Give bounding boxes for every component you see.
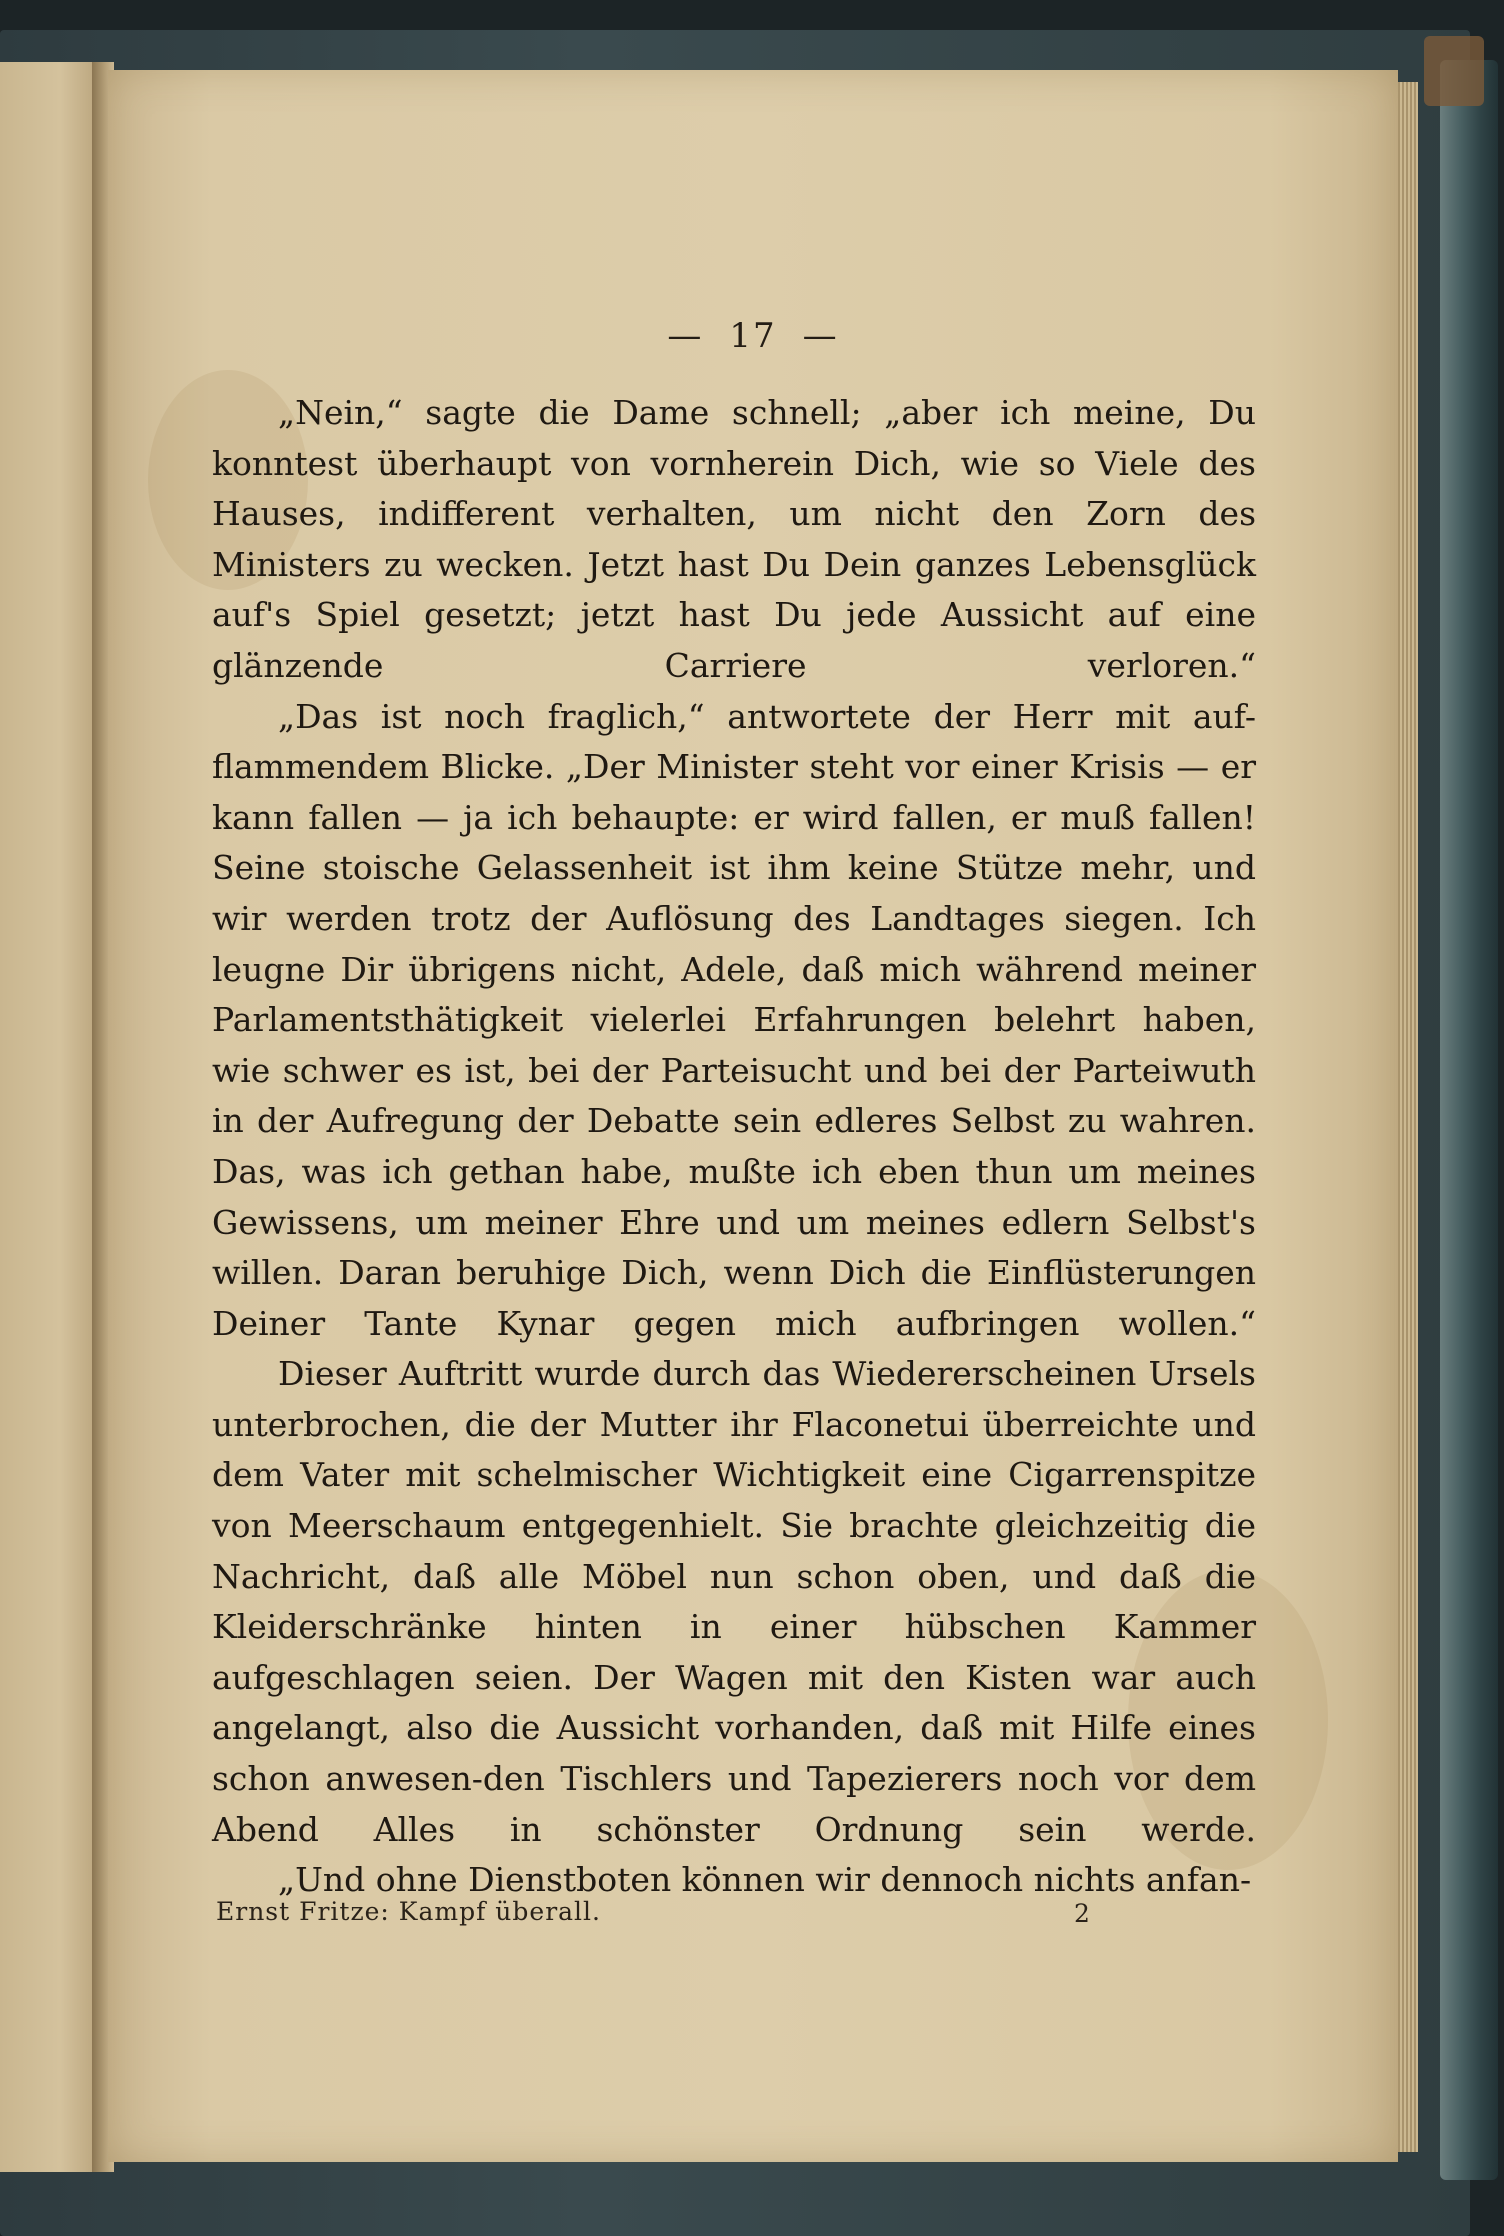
page-edge-stack — [1396, 82, 1418, 2152]
cover-edge — [1440, 60, 1498, 2180]
book-page — [108, 70, 1398, 2162]
paragraph: „Und ohne Dienstboten können wir dennoch nichts anfan- — [278, 1860, 1252, 1900]
header-dash: — — [802, 316, 839, 356]
cover-corner-wear — [1424, 36, 1484, 106]
page-number: 17 — [729, 316, 777, 356]
paragraph: Dieser Auftritt wurde durch das Wiedererscheinen Ursels unterbrochen, die der Mutter ihr Flaconetui überreichte und dem Vater mit schelmischer Wichtigkeit eine Cigarrenspitze von Meerschaum entgegenhielt. Sie brachte gleichzeitig die Nachricht, daß alle Möbel nun schon oben, und daß die Kleiderschränke hinten in einer hübschen Kammer aufgeschlagen seien. Der Wagen mit den Kisten war auch angelangt, also die Aussicht vorhanden, daß mit Hilfe eines schon anwesen-den Tischlers und Tapezierers noch vor dem Abend Alles in schönster Ordnung sein werde. — [212, 1354, 1256, 1849]
previous-page-edge — [0, 62, 100, 2172]
page-footer — [212, 1897, 1256, 1937]
footer-author: Ernst Fritze: Kampf überall. — [216, 1897, 601, 1926]
body-text — [212, 388, 1256, 1906]
signature-mark: 2 — [1074, 1899, 1090, 1928]
page-header — [108, 316, 1398, 356]
header-dash: — — [667, 316, 704, 356]
paragraph: „Das ist noch fraglich,“ antwortete der Herr mit auf-flammendem Blicke. „Der Minister steht vor einer Krisis — er kann fallen — ja ich behaupte: er wird fallen, er muß fallen! Seine stoische Gelassenheit ist ihm keine Stütze mehr, und wir werden trotz der Auflösung des Landtages siegen. Ich leugne Dir übrigens nicht, Adele, daß mich während meiner Parlamentsthätigkeit vielerlei Erfahrungen belehrt haben, wie schwer es ist, bei der Parteisucht und bei der Parteiwuth in der Aufregung der Debatte sein edleres Selbst zu wahren. Das, was ich gethan habe, mußte ich eben thun um meines Gewissens, um meiner Ehre und um meines edlern Selbst's willen. Daran beruhige Dich, wenn Dich die Einflüsterungen Deiner Tante Kynar gegen mich aufbringen wollen.“ — [212, 696, 1256, 1343]
paragraph: „Nein,“ sagte die Dame schnell; „aber ich meine, Du konntest überhaupt von vornherein Dich, wie so Viele des Hauses, indifferent verhalten, um nicht den Zorn des Ministers zu wecken. Jetzt hast Du Dein ganzes Lebensglück auf's Spiel gesetzt; jetzt hast Du jede Aussicht auf eine glänzende Carriere verloren.“ — [212, 393, 1256, 685]
